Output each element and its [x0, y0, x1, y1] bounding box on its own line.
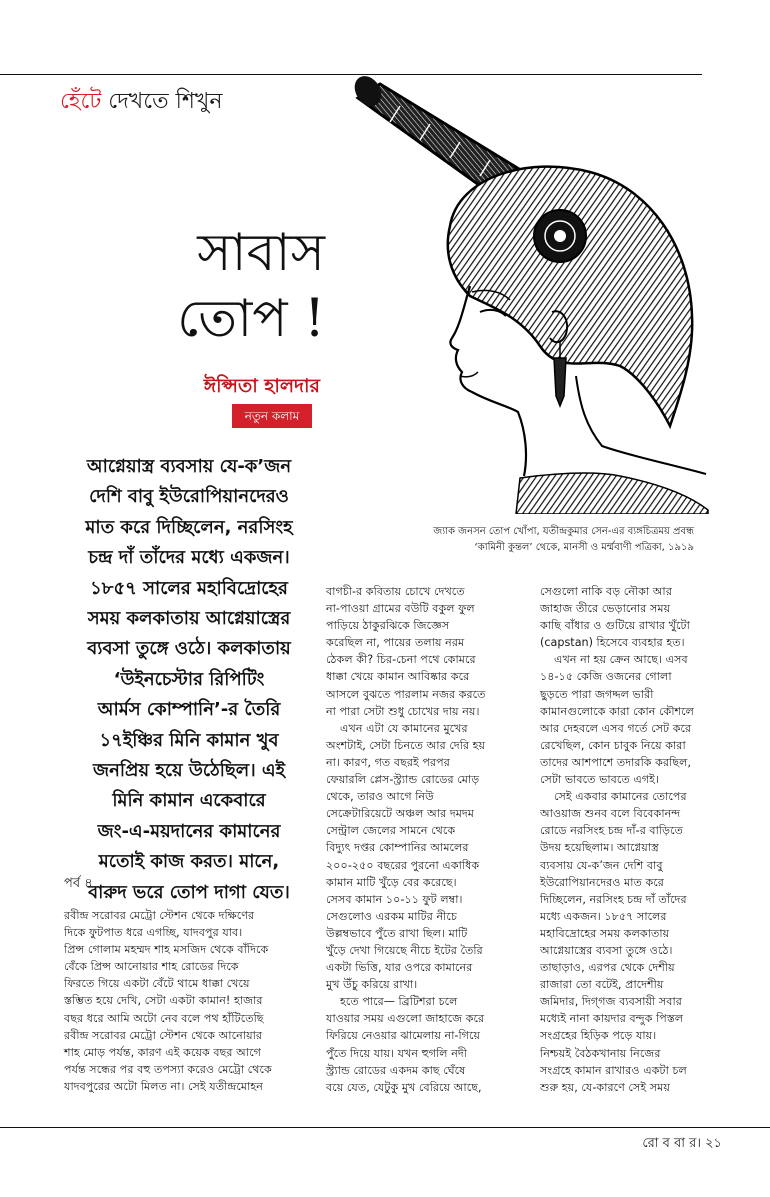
body-column-2 [326, 583, 486, 1096]
body-line: স্তম্ভিত হয়ে দেখি, সেটা একটা কামান! হাজার [64, 994, 263, 1008]
pull-quote-line: ১৮৫৭ সালের মহাবিদ্রোহের [90, 577, 288, 599]
body-line: সেই একবার কামানের তোপের [554, 790, 687, 804]
body-line: যাওয়ার সময় এগুলো জাহাজে করে [326, 1012, 485, 1026]
body-line: না পারা সেটা শুধু চোখের দায় নয়। [326, 704, 480, 718]
body-line: ফিরতে গিয়ে একটা বেঁটে থামে ধাক্কা খেয়ে [64, 977, 250, 991]
body-line: ধাক্কা খেয়ে কামান আবিষ্কার করে [326, 670, 470, 684]
body-line: জমিদার, দিগ্‌গজ ব্যবসায়ী সবার [540, 995, 682, 1009]
body-line: ১৪-১৫ কেজি ওজনের গোলা [540, 670, 672, 684]
body-line: রাজারা তো বটেই, প্রাদেশীয় [540, 978, 664, 992]
caption-line-2: ‘কামিনী কুন্তল’ থেকে, মানসী ও মর্ম্মবাণী পত্রিকা, ১৯১৯ [474, 542, 694, 553]
body-line: মধ্যেই নানা কায়দার বন্দুক পিস্তল [540, 1012, 684, 1026]
headline-line-2: তোপ ! [177, 289, 325, 349]
body-line: ফিরিয়ে নেওয়ার ঝামেলায় না-গিয়ে [326, 1029, 481, 1043]
column-badge: নতুন কলাম [232, 404, 312, 428]
body-line: এখন না হয় ক্রেন আছে। এসব [554, 653, 688, 667]
body-line: দিকে ফুটপাত ধরে এগচ্ছি, যাদবপুর যাব। [64, 926, 243, 940]
body-line: আর দেহবলে এসব গর্তে সেট করে [540, 721, 692, 735]
section-heading [60, 84, 222, 121]
pull-quote-line: আর্মস কোম্পানি’-র তৈরি [97, 699, 281, 721]
bottom-rule [0, 1127, 770, 1128]
body-line: সংগ্রহে কামান রাখারও একটা চল [540, 1063, 687, 1077]
body-line: জাহাজ তীরে ভেড়ানোর সময় [540, 602, 671, 616]
pull-quote-line: ব্যবসা তুঙ্গে ওঠে। কলকাতায় [87, 638, 291, 660]
body-line: রেখেছিল, কোন চাবুক নিয়ে কারা [540, 738, 686, 752]
body-line: বছর ধরে আমি অটো নেব বলে পথ হাঁটিতেছি [64, 1011, 264, 1025]
body-line: হতে পারে— ব্রিটিশরা চলে [340, 995, 458, 1009]
body-line: সেগুলো নাকি বড় নৌকা আর [540, 585, 673, 598]
pull-quote-line: ‘উইনচেস্টার রিপিটিং [113, 668, 265, 690]
body-line: ছুড়তে পারা জগদ্দল ভারী [540, 687, 654, 701]
body-line: খুঁড়ে দেখা গিয়েছে নীচে ইটের তৈরি [326, 943, 483, 957]
body-line: আওয়াজ শুনব বলে বিবেকানন্দ [540, 807, 681, 821]
pull-quote-line: ১৭ইঞ্চির মিনি কামান খুব [99, 729, 279, 751]
body-line: রবীন্দ্র সরোবর মেট্রো স্টেশন থেকে আনোয়ার [64, 1028, 263, 1042]
body-line: তাছাড়াও, এরপর থেকে দেশীয় [540, 961, 675, 975]
body-line: পর্যন্ত সন্ধের পর বহু তপস্যা করেও মেট্রো থেকে [64, 1062, 272, 1076]
body-line: শুরু হয়, যে-কারণে সেই সময় [540, 1080, 670, 1094]
body-line: সেক্রেটারিয়েটে অঞ্চল আর দমদম [326, 807, 475, 821]
body-line: একটা ভিত্তি, যার ওপরে কামানের [326, 961, 473, 975]
body-line: আগ্নেয়াস্ত্রের ব্যবসা তুঙ্গে ওঠে। [540, 943, 673, 957]
section-heading-accent: হেঁটে [60, 89, 102, 114]
body-line: বেঁকে প্রিন্স আনোয়ার শাহ রোডের দিকে [64, 960, 239, 974]
body-line: পুঁতে দিয়ে যায়। যখন হুগলি নদী [326, 1046, 467, 1060]
headline-line-1: সাবাস [197, 223, 325, 283]
body-line: স্ট্র্যান্ড রোডের একদম কাছ ঘেঁষে [326, 1063, 466, 1077]
part-number: পর্ব ৪ [64, 876, 93, 891]
page-folio: রো ব বা র। ২১ [642, 1136, 722, 1151]
body-line: বিদ্যুৎ দপ্তর কোম্পানির আমলের [326, 841, 469, 855]
pull-quote-line: মিনি কামান একেবারে [112, 790, 266, 812]
body-line: সেটা ভাবতে ভাবতে এগই। [540, 773, 659, 787]
body-line: উল্লম্বভাবে পুঁতে রাখা ছিল। মাটি [326, 926, 468, 940]
pull-quote-line: মতোই কাজ করত। মানে, [98, 851, 280, 873]
body-line: না। কারণ, গত বছরই পরপর [326, 755, 450, 769]
body-line: সেগুলোও এরকম মাটির নীচে [326, 909, 457, 923]
body-line: বয়ে যেত, যেটুকু মুখ বেরিয়ে আছে, [326, 1080, 482, 1094]
body-line: না-পাওয়া গ্রামের বউটি বকুল ফুল [326, 602, 475, 616]
pull-quote-line: বারুদ ভরে তোপ দাগা যেত। [88, 881, 290, 903]
body-line: প্রিন্স গোলাম মহম্মদ শাহ মসজিদ থেকে বাঁদিকে [64, 943, 269, 957]
body-line: এখন এটা যে কামানের মুখের [340, 721, 468, 735]
headline [120, 220, 325, 352]
pull-quote-line: সময় কলকাতায় আগ্নেয়াস্ত্রের [87, 608, 291, 630]
body-line: সেসব কামান ১০-১১ ফুট লম্বা। [326, 892, 463, 906]
body-line: তাদের আশপাশে তদারকি করছিল, [540, 755, 692, 769]
body-line: অংশটাই, সেটা চিনতে আর দেরি হয় [326, 738, 486, 752]
body-line: ব্যবসায় যে-ক’জন দেশি বাবু [540, 858, 663, 872]
body-line: ঠেকল কী? চির-চেনা পথে কোমরে [326, 653, 476, 667]
pull-quote-line: চন্দ্র দাঁ তাঁদের মধ্যে একজন। [88, 547, 290, 569]
body-line: কামানগুলোকে কারা কোন কৌশলে [540, 704, 694, 718]
body-line: দিচ্ছিলেন, নরসিংহ চন্দ্র দাঁ তাঁদের [540, 892, 687, 906]
pull-quote-line: দেশি বাবু ইউরোপিয়ানদেরও [89, 486, 289, 508]
top-rule [0, 74, 702, 75]
body-line: করেছিল না, পায়ের তলায় নরম [326, 636, 465, 650]
body-line: কামান মাটি খুঁড়ে বের করেছে। [326, 875, 457, 889]
body-line: ২০০-২৫০ বছরের পুরনো একাধিক [326, 858, 480, 872]
body-line: উদয় হয়েছিলাম। আগ্নেয়াস্ত্র [540, 841, 659, 855]
pull-quote-line: জং-এ-ময়দানের কামানের [97, 820, 281, 842]
body-line: আসলে বুঝতে পারলাম নজর করতে [326, 687, 486, 701]
author-byline: ঈপ্সিতা হালদার [203, 375, 320, 397]
body-line: রবীন্দ্র সরোবর মেট্রো স্টেশন থেকে দক্ষিণের [64, 909, 255, 922]
body-line: শাহ মোড় পর্যন্ত, কারণ এই কয়েক বছর আগে [64, 1045, 262, 1059]
pull-quote-line: আগ্নেয়াস্ত্র ব্যবসায় যে-ক’জন [86, 456, 292, 477]
body-line: সংগ্রহের হিড়িক পড়ে যায়। [540, 1029, 657, 1043]
illustration-caption [372, 524, 694, 556]
section-heading-rest: দেখতে শিখুন [101, 89, 223, 114]
body-line: বাগচী-র কবিতায় চোখে দেখতে [326, 585, 465, 598]
body-line: নিশ্চয়ই বৈঠকখানায় নিজের [540, 1046, 661, 1060]
pull-quote-line: মাত করে দিচ্ছিলেন, নরসিংহ [85, 516, 293, 538]
woman-with-cannon-hair-illustration [340, 76, 710, 514]
body-column-3 [540, 583, 694, 1096]
body-line: (capstan) হিসেবে ব্যবহার হত। [540, 636, 685, 650]
body-line: রোডে নরসিংহ চন্দ্র দাঁ-র বাড়িতে [540, 824, 683, 838]
body-line: থেকে, তারও আগে নিউ [326, 790, 434, 804]
body-line: ইউরোপিয়ানদেরও মাত করে [540, 875, 664, 889]
body-line: কাছি বাঁধার ও গুটিয়ে রাখার খুঁটো [540, 619, 690, 633]
body-line: সেন্ট্রাল জেলের সামনে থেকে [326, 824, 456, 838]
pull-quote-line: জনপ্রিয় হয়ে উঠেছিল। এই [93, 760, 285, 782]
caption-line-1: জ্যাক জনসন তোপ খোঁপা, যতীন্দ্রকুমার সেন-এর ব্যঙ্গচিত্রময় প্রবন্ধ [433, 526, 694, 537]
pull-quote [64, 452, 314, 908]
body-line: মধ্যে একজন। ১৮৫৭ সালের [540, 909, 667, 923]
body-line: মহাবিদ্রোহের সময় কলকাতায় [540, 926, 670, 940]
body-line: পাড়িয়ে ঠাকুরঝিকে জিজ্ঞেস [326, 619, 450, 633]
body-line: মুখ উঁচু করিয়ে রাখা। [326, 978, 418, 992]
body-line: ফেয়ারলি প্লেস-স্ট্র্যান্ড রোডের মোড় [326, 773, 480, 787]
body-column-1 [64, 907, 272, 1095]
body-line: যাদবপুরের অটো মিলত না। সেই যতীন্দ্রমোহন [64, 1079, 263, 1093]
